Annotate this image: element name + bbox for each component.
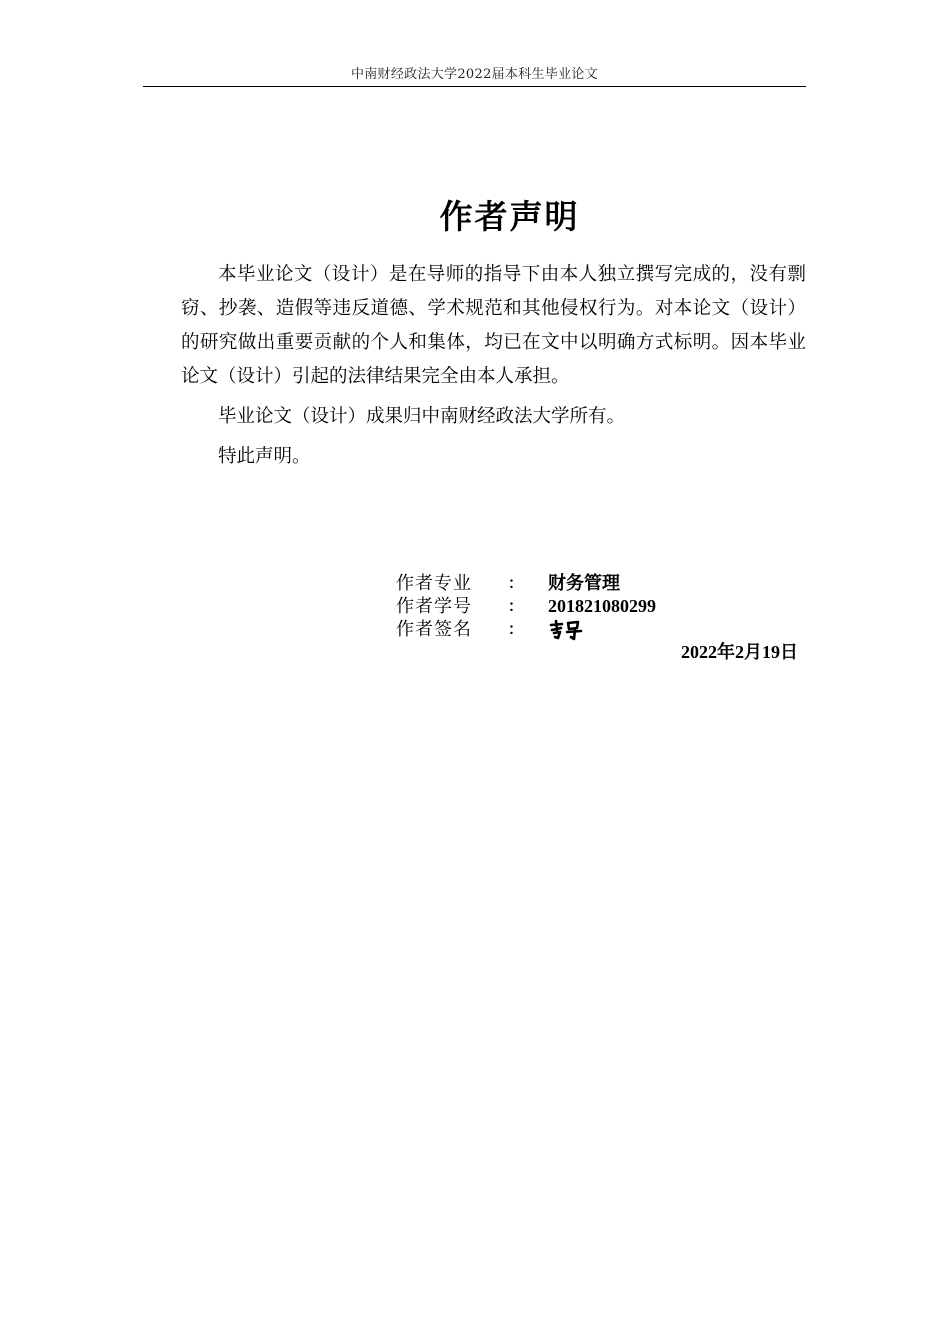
major-value: 财务管理 — [548, 573, 620, 594]
declaration-body — [181, 258, 806, 480]
name-label: 作者签名 — [396, 619, 472, 640]
student-id-colon: ： — [508, 597, 524, 615]
student-id-label: 作者学号 — [396, 596, 472, 617]
running-header: 中南财经政法大学2022届本科生毕业论文 — [350, 67, 599, 82]
student-id-row — [396, 595, 806, 618]
major-label: 作者专业 — [396, 573, 472, 594]
name-row — [396, 618, 806, 641]
paragraph-originality: 本毕业论文（设计）是在导师的指导下由本人独立撰写完成的，没有剽窃、抄袭、造假等违反道德、学术规范和其他侵权行为。对本论文（设计）的研究做出重要贡献的个人和集体，均已在文中以明确方式标明。因本毕业论文（设计）引起的法律结果完全由本人承担。 — [181, 264, 806, 387]
name-colon: ： — [508, 620, 524, 638]
header-rule — [143, 86, 806, 87]
major-row — [396, 572, 806, 595]
page-title: 作者声明 — [439, 197, 580, 236]
major-colon: ： — [508, 574, 524, 592]
signature-block — [396, 572, 806, 641]
student-id-value: 201821080299 — [548, 596, 656, 616]
signature-image — [548, 619, 588, 641]
declaration-date: 2022年2月19日 — [681, 642, 798, 662]
handwritten-signature — [548, 619, 588, 641]
paragraph-closing: 特此声明。 — [218, 446, 311, 467]
paragraph-ownership: 毕业论文（设计）成果归中南财经政法大学所有。 — [218, 406, 626, 427]
